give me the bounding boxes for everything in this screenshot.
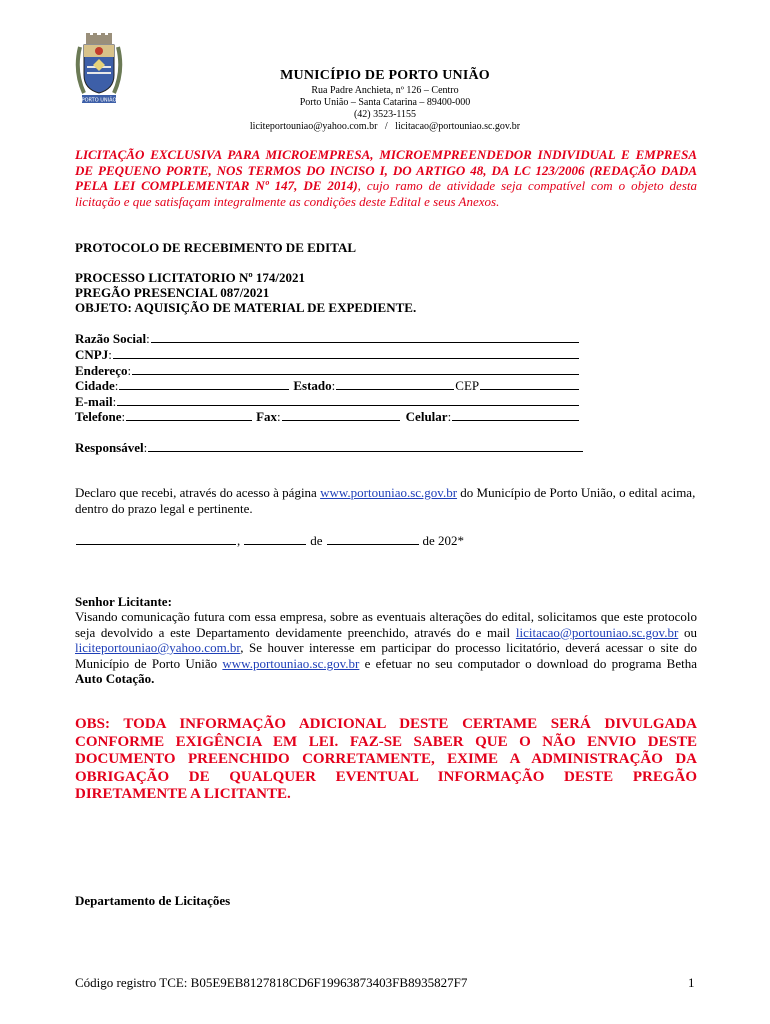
yahoo-email-link[interactable]: liciteportouniao@yahoo.com.br [75,640,241,655]
cnpj-field[interactable]: CNPJ : [75,347,580,362]
objeto-line: OBJETO: AQUISIÇÃO DE MATERIAL DE EXPEDIENTE. [75,300,417,315]
processo-line: PROCESSO LICITATORIO Nº 174/2021 [75,270,306,285]
crest-ribbon-text: PORTO UNIÃO [81,97,117,104]
month-blank[interactable] [327,533,419,545]
cidade-blank[interactable] [119,378,289,390]
address-line-1: Rua Padre Anchieta, nº 126 – Centro [311,85,459,96]
senhor-licitante-title: Senhor Licitante: [75,594,172,609]
pregao-line: PREGÃO PRESENCIAL 087/2021 [75,285,270,300]
cep-blank[interactable] [480,378,579,390]
estado-blank[interactable] [336,378,454,390]
header-emails: liciteportouniao@yahoo.com.br / licitacao@portouniao.sc.gov.br [249,121,521,132]
telefone-fax-celular-row[interactable]: Telefone : Fax : Celular : [75,409,580,424]
endereco-field[interactable]: Endereço : [75,363,580,378]
municipality-title: MUNICÍPIO DE PORTO UNIÃO [280,68,490,83]
razao-social-field[interactable]: Razão Social : [75,331,580,346]
protocolo-title: PROTOCOLO DE RECEBIMENTO DE EDITAL [75,240,356,255]
address-line-2: Porto União – Santa Catarina – 89400-000 [299,97,471,108]
email-field[interactable]: E-mail : [75,394,580,409]
licitacao-exclusiva-paragraph [75,147,697,209]
razao-social-blank[interactable] [151,331,579,343]
telefone-blank[interactable] [126,409,252,421]
portal-link[interactable]: www.portouniao.sc.gov.br [320,485,458,500]
endereco-blank[interactable] [132,363,579,375]
licitacao-normal-text: , cujo ramo de atividade seja compatível com o objeto desta licitação e que satisfaçam integralmente as condições deste Edital e seus Anexos. [75,178,697,209]
tce-registration-code: Código registro TCE: B05E9EB8127818CD6F19963873403FB8935827F7 [75,975,468,990]
departamento-signature: Departamento de Licitações [75,893,231,908]
portal-link-2[interactable]: www.portouniao.sc.gov.br [222,655,360,671]
cidade-estado-cep-row[interactable]: Cidade : Estado : CEP [75,378,580,393]
licitacao-bold-text: LICITAÇÃO EXCLUSIVA PARA MICROEMPRESA, MICROEMPREENDEDOR INDIVIDUAL E EMPRESA DE PEQUENO PORTE, NOS TERMOS DO INCISO I, DO ARTIGO 48, DA LC 123/2006 (REDAÇÃO DADA PELA LEI COMPLEMENTAR Nº 147, DE 2014) [75,147,697,193]
page-number: 1 [688,975,695,990]
celular-blank[interactable] [452,409,579,421]
phone-line: (42) 3523-1155 [353,109,417,120]
senhor-licitante-paragraph: Visando comunicação futura com essa empresa, sobre as eventuais alterações do edital, solicitamos que este protocolo seja devolvido a este Departamento devidamente preenchido, através do e mail licitacao@portouniao.sc.gov.br ou liciteportouniao@yahoo.com.br, Se houver interesse em participar do processo licitatório, deverá acessar o site do Município de Porto União www.portouniao.sc.gov.br e efetuar no seu computador o download do programa Betha Auto Cotação. [75,609,698,686]
responsavel-blank[interactable] [148,440,583,452]
auto-cotacao-text: Auto Cotação. [75,671,155,686]
place-blank[interactable] [76,533,236,545]
fax-blank[interactable] [282,409,400,421]
email-blank[interactable] [117,394,579,406]
declaro-paragraph: Declaro que recebi, através do acesso à página www.portouniao.sc.gov.br do Município de Porto União, o edital acima, dentro do prazo legal e pertinente. [75,485,696,516]
responsavel-field[interactable]: Responsável : [75,440,584,455]
day-blank[interactable] [244,533,306,545]
date-line[interactable]: , de de 202* [75,533,465,548]
licitacao-email-link[interactable]: licitacao@portouniao.sc.gov.br [515,624,679,640]
obs-warning: OBS: TODA INFORMAÇÃO ADICIONAL DESTE CERTAME SERÁ DIVULGADA CONFORME EXIGÊNCIA EM LEI. FAZ-SE SABER QUE O NÃO ENVIO DESTE DOCUMENTO PREENCHIDO CORRETAMENTE, EXIME A ADMINISTRAÇÃO DA OBRIGAÇÃO DE QUALQUER EVENTUAL INFORMAÇÃO DESTE PREGÃO DIRETAMENTE A LICITANTE. [75,716,697,802]
cnpj-blank[interactable] [113,347,579,359]
